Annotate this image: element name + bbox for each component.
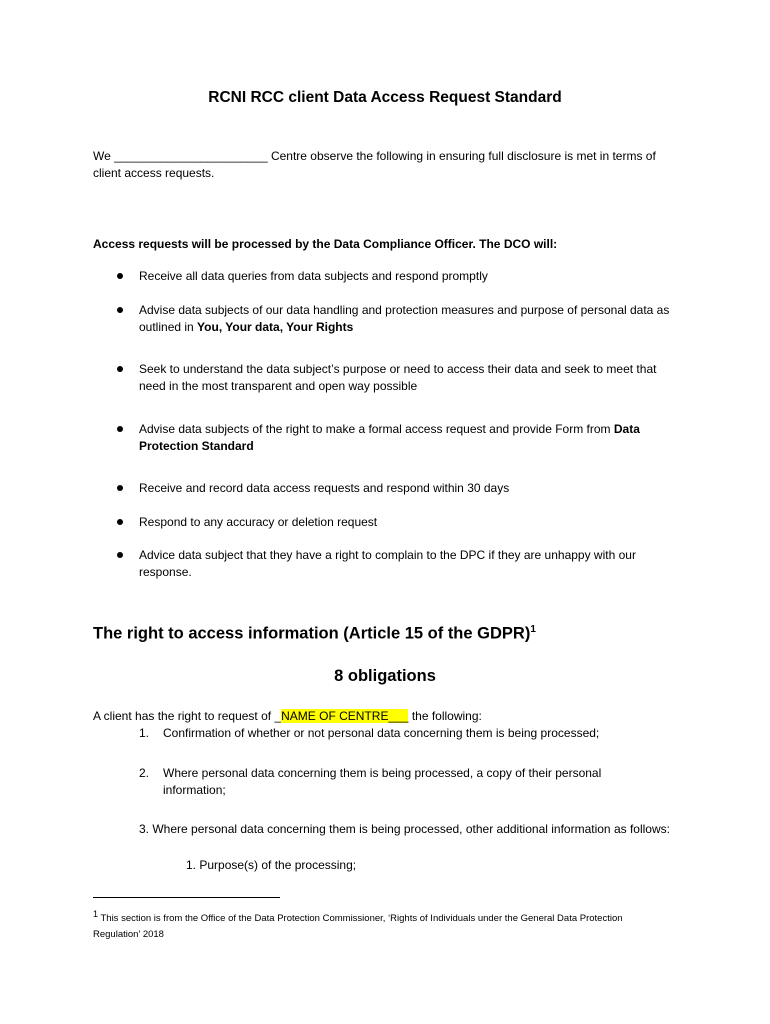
bullet-icon xyxy=(117,366,123,372)
numbered-item-number: 1. xyxy=(139,726,150,740)
sub-item: 1. Purpose(s) of the processing; xyxy=(186,858,357,872)
footnote-mark: 1 xyxy=(93,909,99,919)
bullet-icon xyxy=(117,485,123,491)
footnote-reference: 1 xyxy=(530,624,536,635)
bullet-icon xyxy=(117,519,123,525)
list-item: Seek to understand the data subject’s purpose or need to access their data and seek to meet that need in the most transparent and open way possible xyxy=(139,362,657,393)
centre-name-placeholder: NAME OF CENTRE___ xyxy=(281,709,409,723)
list-item: Respond to any accuracy or deletion request xyxy=(139,515,378,529)
centre-name-blank: _______________________ xyxy=(114,149,268,163)
numbered-item-3: 3. Where personal data concerning them is being processed, other additional information as follows: xyxy=(139,822,670,836)
numbered-item: Confirmation of whether or not personal data concerning them is being processed; xyxy=(163,726,600,740)
list-item: Advise data subjects of the right to make a formal access request and provide Form from Data Protection Standard xyxy=(139,422,640,453)
obligations-heading: 8 obligations xyxy=(334,667,436,685)
list-item: Advise data subjects of our data handling and protection measures and purpose of personal data as outlined in You, Your data, Your Rights xyxy=(139,303,670,334)
dco-heading: Access requests will be processed by the Data Compliance Officer. The DCO will: xyxy=(93,237,558,251)
footnote: $^1$ This section is from the Office of the Data Protection Commissioner, ‘Rights of Individuals under the General Data Protection Regulation’ 2018 xyxy=(93,909,623,941)
numbered-item-number: 2. xyxy=(139,766,150,780)
list-item: Receive all data queries from data subjects and respond promptly xyxy=(139,269,488,283)
intro-prefix: We xyxy=(93,149,115,163)
list-item: Receive and record data access requests and respond within 30 days xyxy=(139,481,510,495)
client-right-line: A client has the right to request of _NAME OF CENTRE___ the following: xyxy=(93,709,482,723)
intro-suffix: Centre observe the following in ensuring full disclosure is met in terms of client access requests. xyxy=(93,149,656,180)
numbered-item: Where personal data concerning them is being processed, a copy of their personal information; xyxy=(163,766,602,797)
list-item: Advice data subject that they have a right to complain to the DPC if they are unhappy with our response. xyxy=(139,548,636,579)
section-heading: The right to access information (Article 15 of the GDPR)$^1$ xyxy=(93,624,536,643)
bullet-icon xyxy=(117,552,123,558)
bullet-icon xyxy=(117,426,123,432)
page-title: RCNI RCC client Data Access Request Standard xyxy=(208,89,562,106)
footnote-divider xyxy=(93,897,280,898)
bullet-icon xyxy=(117,307,123,313)
intro-paragraph xyxy=(93,148,683,182)
bullet-icon xyxy=(117,273,123,279)
